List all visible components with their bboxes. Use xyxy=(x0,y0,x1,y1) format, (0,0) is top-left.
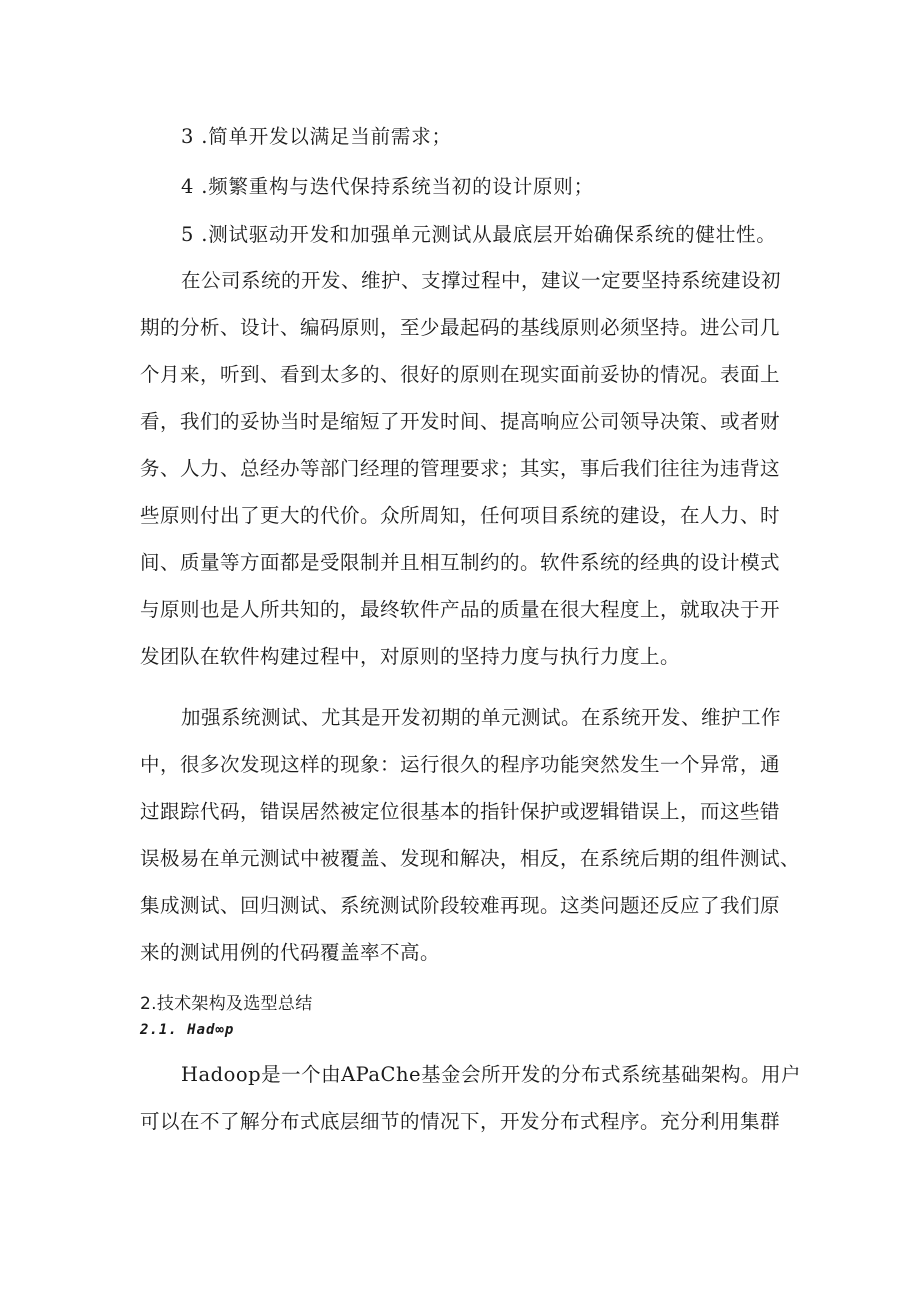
paragraph-line: 来的测试用例的代码覆盖率不高。 xyxy=(140,941,441,964)
paragraph-line: 集成测试、回归测试、系统测试阶段较难再现。这类问题还反应了我们原 xyxy=(140,894,781,917)
list-item-5: 5 .测试驱动开发和加强单元测试从最底层开始确保系统的健壮性。 xyxy=(181,223,777,246)
paragraph-line: 期的分析、设计、编码原则，至少最起码的基线原则必须坚持。进公司几 xyxy=(140,316,781,339)
list-item-3: 3 .简单开发以满足当前需求； xyxy=(181,125,452,148)
paragraph-line: 误极易在单元测试中被覆盖、发现和解决，相反，在系统后期的组件测试、 xyxy=(140,847,801,870)
subsection-heading: 2.1. Had∞p xyxy=(140,1022,235,1038)
list-item-4: 4 .频繁重构与迭代保持系统当初的设计原则； xyxy=(181,175,594,198)
paragraph-line: 在公司系统的开发、维护、支撑过程中，建议一定要坚持系统建设初 xyxy=(181,269,782,292)
paragraph-line: 间、质量等方面都是受限制并且相互制约的。软件系统的经典的设计模式 xyxy=(140,551,781,574)
paragraph-line: 发团队在软件构建过程中，对原则的坚持力度与执行力度上。 xyxy=(140,645,681,668)
paragraph-line: 加强系统测试、尤其是开发初期的单元测试。在系统开发、维护工作 xyxy=(181,706,782,729)
section-heading: 2.技术架构及选型总结 xyxy=(140,994,313,1014)
paragraph-line: 可以在不了解分布式底层细节的情况下，开发分布式程序。充分利用集群 xyxy=(140,1110,781,1133)
paragraph-line: 与原则也是人所共知的，最终软件产品的质量在很大程度上，就取决于开 xyxy=(140,598,781,621)
paragraph-line: Hadoop是一个由APaChe基金会所开发的分布式系统基础架构。用户 xyxy=(181,1063,802,1086)
paragraph-line: 个月来，听到、看到太多的、很好的原则在现实面前妥协的情况。表面上 xyxy=(140,363,781,386)
paragraph-line: 些原则付出了更大的代价。众所周知，任何项目系统的建设，在人力、时 xyxy=(140,504,781,527)
paragraph-line: 看，我们的妥协当时是缩短了开发时间、提高响应公司领导决策、或者财 xyxy=(140,410,781,433)
paragraph-line: 过跟踪代码，错误居然被定位很基本的指针保护或逻辑错误上，而这些错 xyxy=(140,800,781,823)
paragraph-line: 中，很多次发现这样的现象：运行很久的程序功能突然发生一个异常，通 xyxy=(140,753,781,776)
paragraph-line: 务、人力、总经办等部门经理的管理要求；其实，事后我们往往为违背这 xyxy=(140,457,781,480)
